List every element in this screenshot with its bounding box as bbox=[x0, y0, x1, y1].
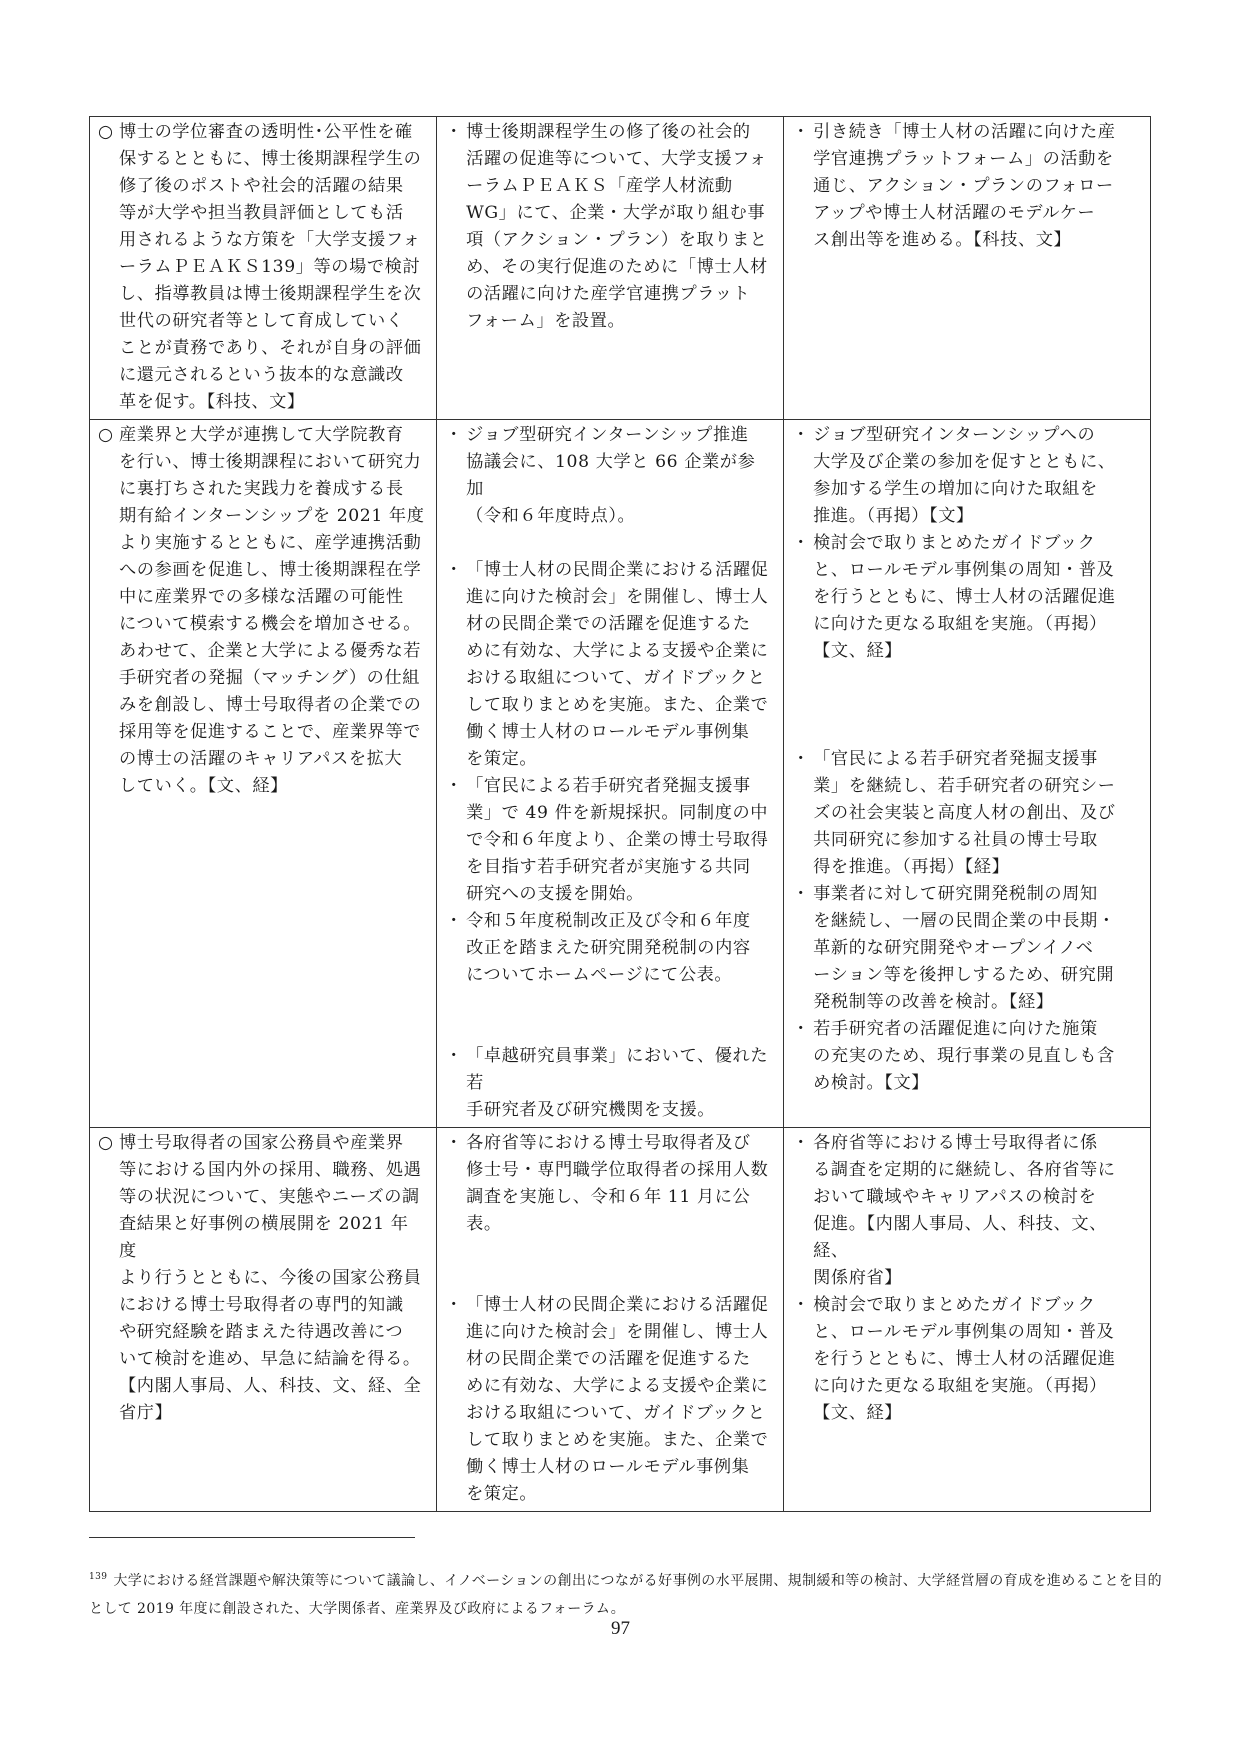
item-text: 各府省等における博士号取得者に係 る調査を定期的に継続し、各府省等に おいて職域やキャリアパスの検討を 促進。【内閣人事局、人、科技、文、経、 関係府省】 bbox=[813, 1133, 1116, 1288]
footnote-number: 139 bbox=[89, 1572, 108, 1582]
bullet-mark: ・ bbox=[445, 1046, 463, 1066]
item-text: 引き続き「博士人材の活躍に向けた産 学官連携プラットフォーム」の活動を 通じ、アクション・プランのフォロー アップや博士人材活躍のモデルケー ス創出等を進める。【科技、文】 bbox=[813, 122, 1116, 250]
bullet-mark: ・ bbox=[792, 749, 810, 769]
spacer bbox=[794, 665, 1140, 746]
target-cell bbox=[90, 117, 437, 420]
list-item bbox=[447, 1043, 773, 1124]
item-text: 「官民による若手研究者発掘支援事 業」で 49 件を新規採択。同制度の中 で令和６年度より、企業の博士号取得 を目指す若手研究者が実施する共同 研究への支援を開始。 bbox=[466, 776, 769, 904]
bullet-mark: ・ bbox=[445, 911, 463, 931]
bullet-mark: ・ bbox=[792, 1133, 810, 1153]
spacer bbox=[447, 989, 773, 1043]
table-row bbox=[90, 420, 1151, 1128]
item-text: 博士の学位審査の透明性･公平性を確 保するとともに、博士後期課程学生の 修了後のポストや社会的活躍の結果 等が大学や担当教員評価としても活 用されるような方策を「大学支援フォ ーラムＰＥＡＫＳ139」等の場で検討 し、指導教員は博士後期課程学生を次 世代の研究者等として育成していく ことが責務であり、それが自身の評価 に還元されるという抜本的な意識改 革を促す。【科技、文】 bbox=[119, 122, 422, 412]
list-item bbox=[447, 1130, 773, 1238]
list-item bbox=[794, 1292, 1140, 1427]
item-text: 産業界と大学が連携して大学院教育 を行い、博士後期課程において研究力 に裏打ちされた実践力を養成する長 期有給インターンシップを 2021 年度 より実施するとともに、産学連携活動 への参画を促進し、博士後期課程在学 中に産業界での多様な活躍の可能性 について模索する機会を増加させる。 あわせて、企業と大学による優秀な若 手研究者の発掘（マッチング）の仕組 みを創設し、博士号取得者の企業での 採用等を促進することで、産業界等で の博士の活躍のキャリアパスを拡大 していく。【文、経】 bbox=[119, 425, 425, 796]
bullet-mark: ・ bbox=[445, 122, 463, 142]
item-text: 令和５年度税制改正及び令和６年度 改正を踏まえた研究開発税制の内容 についてホームページにて公表。 bbox=[466, 911, 751, 985]
list-item bbox=[794, 746, 1140, 881]
bullet-mark: ・ bbox=[792, 425, 810, 445]
item-text: 「博士人材の民間企業における活躍促 進に向けた検討会」を開催し、博士人 材の民間企業での活躍を促進するた めに有効な、大学による支援や企業に おける取組について、ガイドブックと して取りまとめを実施。また、企業で 働く博士人材のロールモデル事例集 を策定。 bbox=[466, 560, 769, 769]
list-item bbox=[100, 119, 426, 416]
bullet-mark: ○ bbox=[98, 122, 114, 142]
list-item bbox=[447, 908, 773, 989]
table-row bbox=[90, 117, 1151, 420]
item-text: 検討会で取りまとめたガイドブック と、ロールモデル事例集の周知・普及 を行うとともに、博士人材の活躍促進 に向けた更なる取組を実施。（再掲） 【文、経】 bbox=[813, 1295, 1116, 1423]
list-item bbox=[447, 773, 773, 908]
bullet-mark: ・ bbox=[445, 560, 463, 580]
list-item bbox=[794, 1016, 1140, 1097]
item-text: 若手研究者の活躍促進に向けた施策 の充実のため、現行事業の見直しも含 め検討。【文】 bbox=[813, 1019, 1115, 1093]
plan-cell bbox=[784, 1128, 1151, 1512]
item-text: 各府省等における博士号取得者及び 修士号・専門職学位取得者の採用人数 調査を実施し、令和６年 11 月に公表。 bbox=[466, 1133, 769, 1234]
progress-cell bbox=[437, 420, 784, 1128]
bullet-mark: ・ bbox=[792, 884, 810, 904]
progress-cell bbox=[437, 1128, 784, 1512]
bullet-mark: ・ bbox=[445, 1133, 463, 1153]
footnote-text: 大学における経営課題や解決策等について議論し、イノベーションの創出につながる好事例の水平展開、規制緩和等の検討、大学経営層の育成を進めることを目的として 2019 年度に創設された、大学関係者、産業界及び政府によるフォーラム。 bbox=[89, 1573, 1163, 1617]
item-text: 「官民による若手研究者発掘支援事 業」を継続し、若手研究者の研究シー ズの社会実装と高度人材の創出、及び 共同研究に参加する社員の博士号取 得を推進。（再掲）【経】 bbox=[813, 749, 1116, 877]
footnote bbox=[89, 1563, 1164, 1623]
list-item bbox=[447, 1292, 773, 1508]
plan-cell bbox=[784, 117, 1151, 420]
bullet-mark: ・ bbox=[792, 122, 810, 142]
bullet-mark: ・ bbox=[445, 1295, 463, 1315]
page-number: 97 bbox=[611, 1618, 630, 1639]
target-cell bbox=[90, 420, 437, 1128]
list-item bbox=[794, 119, 1140, 254]
item-text: 事業者に対して研究開発税制の周知 を継続し、一層の民間企業の中長期・ 革新的な研究開発やオープンイノベ ーション等を後押しするため、研究開 発税制等の改善を検討。【経】 bbox=[813, 884, 1116, 1012]
bullet-mark: ・ bbox=[792, 533, 810, 553]
list-item bbox=[794, 530, 1140, 665]
list-item bbox=[447, 119, 773, 335]
item-text: ジョブ型研究インターンシップ推進 協議会に、108 大学と 66 企業が参加 （令和６年度時点）。 bbox=[466, 425, 756, 526]
bullet-mark: ○ bbox=[98, 1133, 114, 1153]
list-item bbox=[794, 881, 1140, 1016]
item-text: 「博士人材の民間企業における活躍促 進に向けた検討会」を開催し、博士人 材の民間企業での活躍を促進するた めに有効な、大学による支援や企業に おける取組について、ガイドブックと して取りまとめを実施。また、企業で 働く博士人材のロールモデル事例集 を策定。 bbox=[466, 1295, 769, 1504]
item-text: 「卓越研究員事業」において、優れた若 手研究者及び研究機関を支援。 bbox=[466, 1046, 769, 1120]
spacer bbox=[447, 1238, 773, 1292]
plan-cell bbox=[784, 420, 1151, 1128]
item-text: 博士号取得者の国家公務員や産業界 等における国内外の採用、職務、処遇 等の状況について、実態やニーズの調 査結果と好事例の横展開を 2021 年度 より行うとともに、今後の国家公務員 における博士号取得者の専門的知識 や研究経験を踏まえた待遇改善につ いて検討を進め、早急に結論を得る。 【内閣人事局、人、科技、文、経、全 省庁】 bbox=[119, 1133, 422, 1423]
list-item bbox=[100, 422, 426, 800]
bullet-mark: ・ bbox=[445, 425, 463, 445]
footnote-separator bbox=[89, 1537, 415, 1538]
list-item bbox=[100, 1130, 426, 1427]
list-item bbox=[794, 1130, 1140, 1292]
bullet-mark: ・ bbox=[445, 776, 463, 796]
progress-cell bbox=[437, 117, 784, 420]
list-item bbox=[447, 422, 773, 530]
item-text: 博士後期課程学生の修了後の社会的 活躍の促進等について、大学支援フォ ーラムＰＥＡＫＳ「産学人材流動 WG」にて、企業・大学が取り組む事 項（アクション・プラン）を取りまと め、その実行促進のために「博士人材 の活躍に向けた産学官連携プラット フォーム」を設置。 bbox=[466, 122, 768, 331]
list-item bbox=[794, 422, 1140, 530]
item-text: ジョブ型研究インターンシップへの 大学及び企業の参加を促すとともに、 参加する学生の増加に向けた取組を 推進。（再掲）【文】 bbox=[813, 425, 1116, 526]
bullet-mark: ・ bbox=[792, 1295, 810, 1315]
bullet-mark: ・ bbox=[792, 1019, 810, 1039]
item-text: 検討会で取りまとめたガイドブック と、ロールモデル事例集の周知・普及 を行うとともに、博士人材の活躍促進 に向けた更なる取組を実施。（再掲） 【文、経】 bbox=[813, 533, 1116, 661]
policy-table bbox=[89, 116, 1151, 1512]
target-cell bbox=[90, 1128, 437, 1512]
list-item bbox=[447, 557, 773, 773]
bullet-mark: ○ bbox=[98, 425, 114, 445]
spacer bbox=[447, 530, 773, 557]
table-row bbox=[90, 1128, 1151, 1512]
